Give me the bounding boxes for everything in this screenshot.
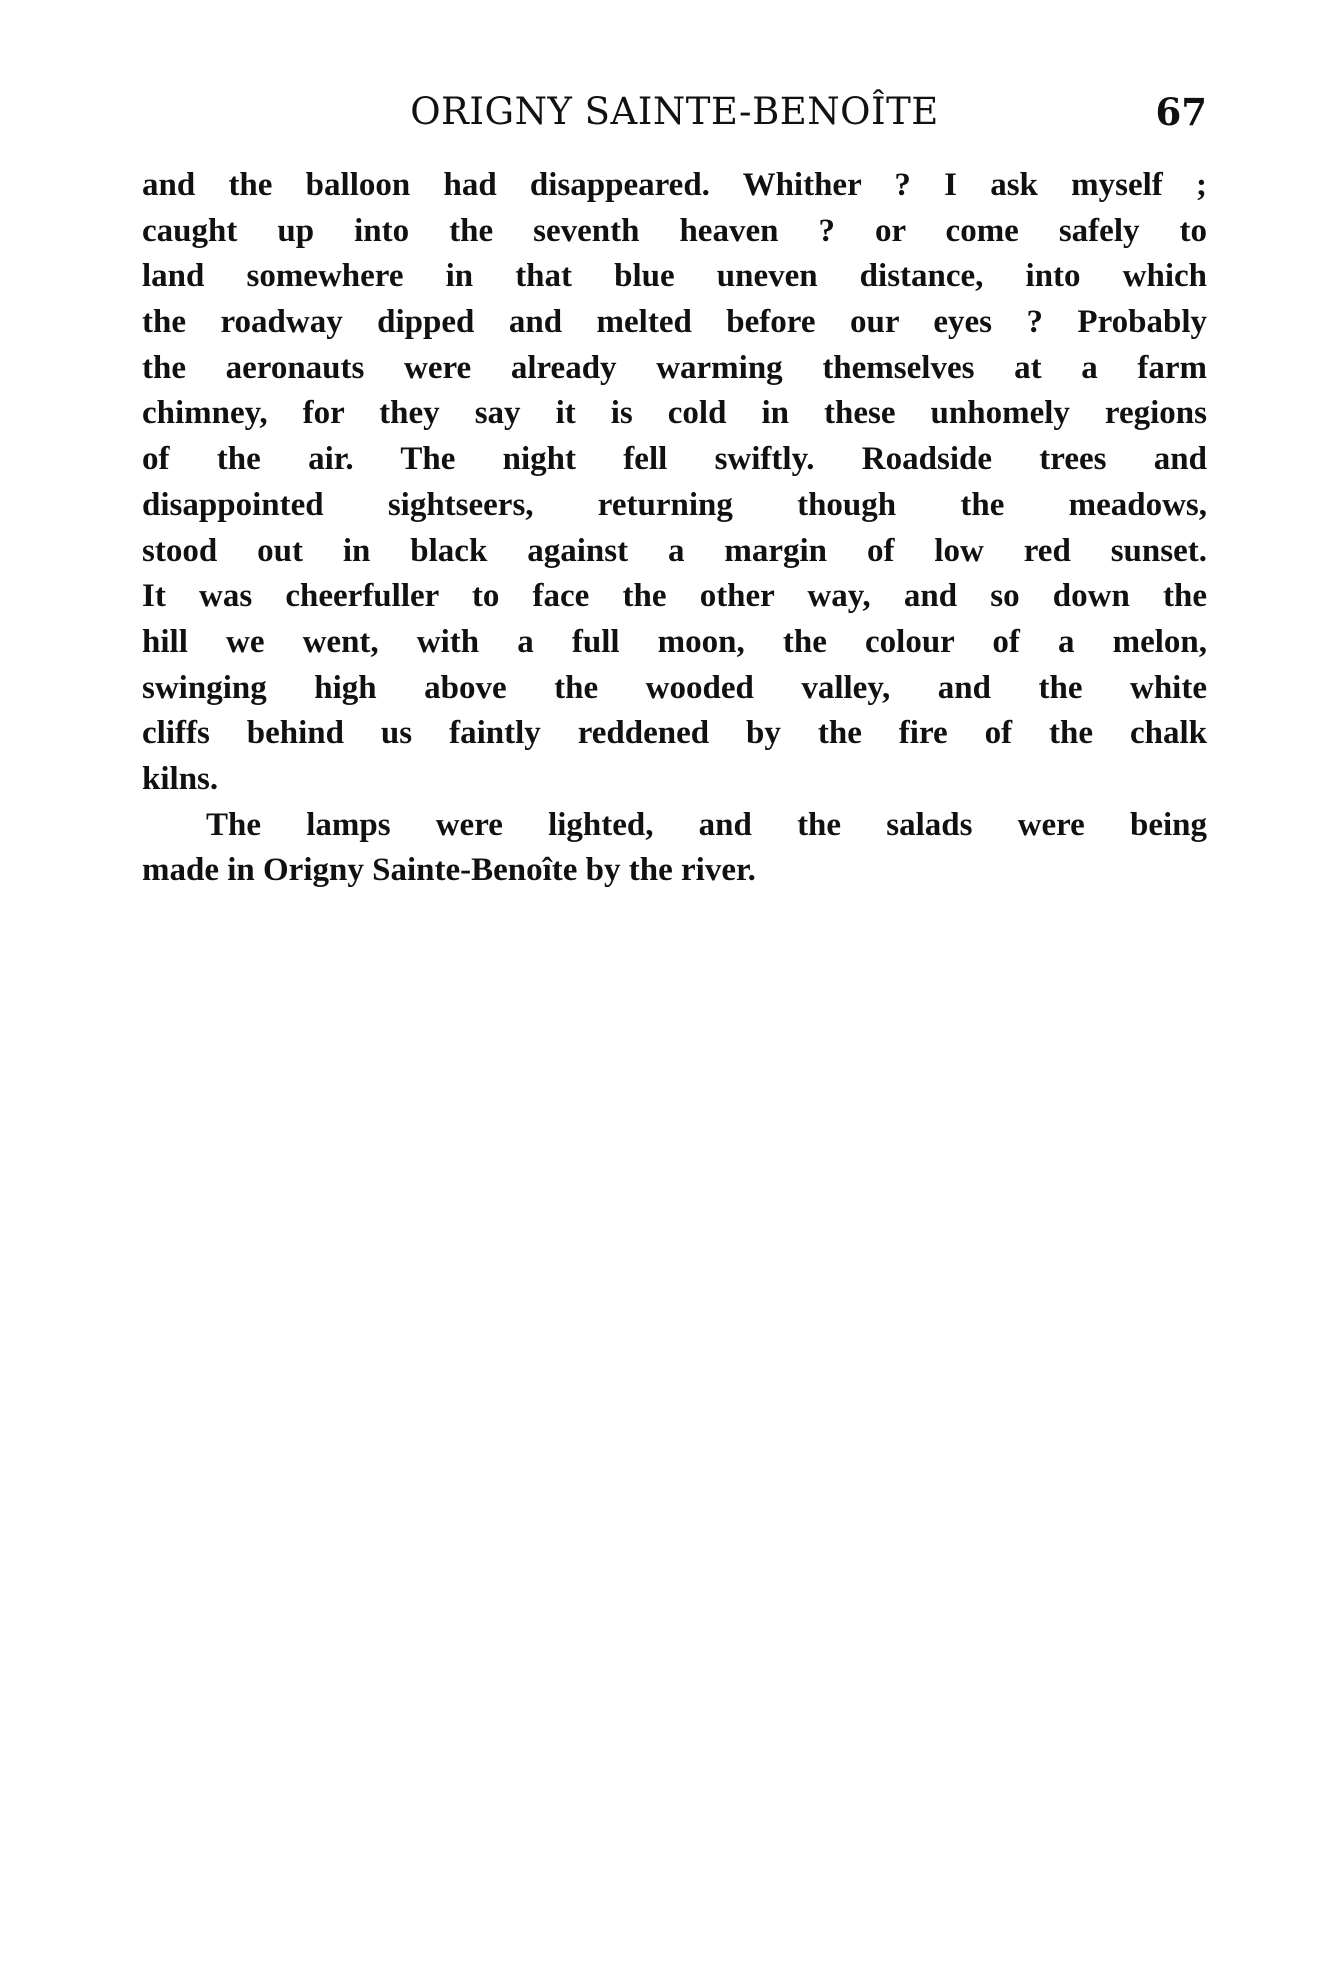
page-number: 67	[1155, 90, 1207, 134]
text-line: kilns.	[142, 760, 219, 797]
text-line: swinging high above the wooded valley, and the white	[142, 669, 1207, 706]
text-line: made in Origny Sainte-Benoîte by the river.	[142, 852, 756, 889]
paragraph-2	[142, 803, 1207, 894]
text-line: and the balloon had disappeared. Whither ? I ask myself ;	[142, 167, 1207, 203]
text-line: chimney, for they say it is cold in these unhomely regions	[142, 395, 1207, 432]
text-line: stood out in black against a margin of low red sunset.	[142, 532, 1207, 569]
text-line: the aeronauts were already warming themselves at a farm	[142, 349, 1207, 386]
body-text	[142, 163, 1207, 894]
paragraph-1	[142, 163, 1207, 803]
running-head	[142, 88, 1207, 136]
text-line: The lamps were lighted, and the salads were being	[206, 806, 1207, 843]
text-line: hill we went, with a full moon, the colour of a melon,	[142, 623, 1207, 660]
text-line: cliffs behind us faintly reddened by the fire of the chalk	[142, 715, 1207, 752]
running-title: ORIGNY SAINTE-BENOÎTE	[410, 90, 939, 133]
text-line: caught up into the seventh heaven ? or come safely to	[142, 212, 1207, 249]
text-line: the roadway dipped and melted before our eyes ? Probably	[142, 304, 1207, 341]
text-line: It was cheerfuller to face the other way, and so down the	[142, 578, 1207, 615]
text-line: land somewhere in that blue uneven distance, into which	[142, 258, 1207, 295]
text-line: of the air. The night fell swiftly. Roadside trees and	[142, 441, 1207, 478]
text-line: disappointed sightseers, returning though the meadows,	[142, 486, 1207, 523]
